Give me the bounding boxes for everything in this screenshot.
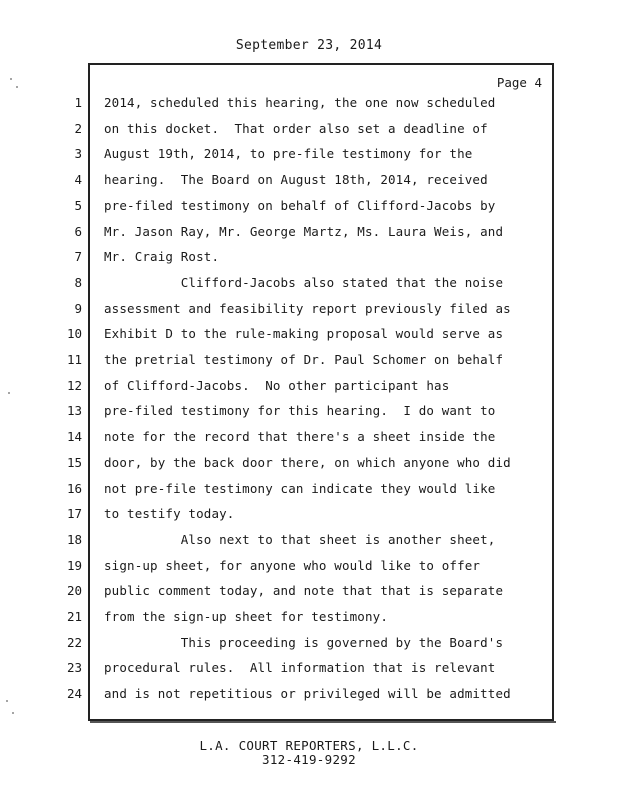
header-date: September 23, 2014 — [235, 38, 383, 53]
transcript-line: assessment and feasibility report previously filed as — [104, 301, 511, 316]
transcript-line: note for the record that there's a sheet inside the — [104, 429, 496, 444]
line-number: 22 — [66, 635, 82, 650]
footer-company: L.A. COURT REPORTERS, L.L.C. — [199, 738, 419, 753]
transcript-line: of Clifford-Jacobs. No other participant has — [104, 378, 450, 393]
line-number: 5 — [74, 198, 82, 213]
line-number: 4 — [74, 172, 82, 187]
transcript-line: 2014, scheduled this hearing, the one now scheduled — [104, 95, 496, 110]
transcript-line: Mr. Jason Ray, Mr. George Martz, Ms. Laura Weis, and — [104, 224, 504, 239]
line-number: 15 — [66, 455, 82, 470]
line-number: 21 — [66, 609, 82, 624]
line-number: 12 — [66, 378, 82, 393]
line-number: 9 — [74, 301, 82, 316]
line-number: 2 — [74, 121, 82, 136]
footer-phone: 312-419-9292 — [262, 752, 356, 767]
transcript-line: not pre-file testimony can indicate they would like — [104, 481, 496, 496]
line-number: 6 — [74, 224, 82, 239]
scan-speck — [6, 700, 8, 702]
line-number: 11 — [66, 352, 82, 367]
page-label: Page 4 — [496, 75, 542, 90]
transcript-line: Exhibit D to the rule-making proposal would serve as — [104, 326, 504, 341]
transcript-line: the pretrial testimony of Dr. Paul Schomer on behalf — [104, 352, 504, 367]
line-number: 14 — [66, 429, 82, 444]
transcript-line: to testify today. — [104, 506, 235, 521]
scan-speck — [12, 712, 14, 714]
frame-shadow — [90, 721, 556, 723]
line-number: 10 — [66, 326, 82, 341]
line-number: 17 — [66, 506, 82, 521]
transcript-line: door, by the back door there, on which anyone who did — [104, 455, 511, 470]
transcript-line: public comment today, and note that that is separate — [104, 583, 504, 598]
transcript-line: hearing. The Board on August 18th, 2014, received — [104, 172, 488, 187]
transcript-line: This proceeding is governed by the Board's — [104, 635, 504, 650]
transcript-line: Also next to that sheet is another sheet, — [104, 532, 496, 547]
transcript-line: pre-filed testimony on behalf of Clifford-Jacobs by — [104, 198, 496, 213]
line-number: 23 — [66, 660, 82, 675]
line-number: 24 — [66, 686, 82, 701]
line-number: 1 — [74, 95, 82, 110]
line-number: 7 — [74, 249, 82, 264]
line-number: 19 — [66, 558, 82, 573]
transcript-line: August 19th, 2014, to pre-file testimony for the — [104, 146, 473, 161]
transcript-line: Clifford-Jacobs also stated that the noise — [104, 275, 504, 290]
transcript-line: and is not repetitious or privileged will be admitted — [104, 686, 511, 701]
transcript-line: procedural rules. All information that is relevant — [104, 660, 496, 675]
line-number: 13 — [66, 403, 82, 418]
line-number: 16 — [66, 481, 82, 496]
transcript-line: from the sign-up sheet for testimony. — [104, 609, 388, 624]
line-number: 20 — [66, 583, 82, 598]
transcript-line: sign-up sheet, for anyone who would like to offer — [104, 558, 481, 573]
line-number: 8 — [74, 275, 82, 290]
scan-speck — [8, 392, 10, 394]
transcript-line: Mr. Craig Rost. — [104, 249, 220, 264]
line-number: 3 — [74, 146, 82, 161]
scan-speck — [10, 78, 12, 80]
transcript-line: pre-filed testimony for this hearing. I do want to — [104, 403, 496, 418]
line-number: 18 — [66, 532, 82, 547]
transcript-line: on this docket. That order also set a deadline of — [104, 121, 488, 136]
scan-speck — [16, 86, 18, 88]
